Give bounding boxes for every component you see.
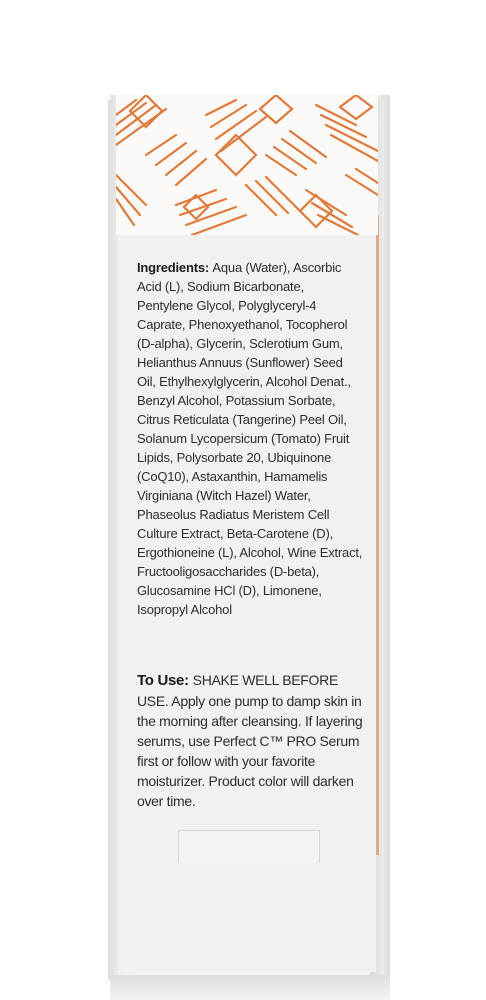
usage-section: [137, 670, 367, 811]
box-right-stripe: [376, 215, 379, 855]
ingredients-label: Ingredients:: [137, 260, 213, 275]
ingredients-text: Aqua (Water), Ascorbic Acid (L), Sodium Bicarbonate, Pentylene Glycol, Polyglyceryl-4 Caprate, Phenoxyethanol, Tocopherol (D-alpha), Glycerin, Sclerotium Gum, Helianthus Annuus (Sunflower) Seed Oil, Ethylhexylglycerin, Alcohol Denat., Benzyl Alcohol, Potassium Sorbate, Citrus Reticulata (Tangerine) Peel Oil, Solanum Lycopersicum (Tomato) Fruit Lipids, Polysorbate 20, Ubiquinone (CoQ10), Astaxanthin, Hamamelis Virginiana (Witch Hazel) Water, Phaseolus Radiatus Meristem Cell Culture Extract, Beta-Carotene (D), Ergothioneine (L), Alcohol, Wine Extract, Fructooligosaccharides (D-beta), Glucosamine HCl (D), Limonene, Isopropyl Alcohol: [137, 260, 363, 617]
orange-line-pattern: [116, 95, 378, 235]
ingredients-section: [137, 258, 363, 619]
use-text: SHAKE WELL BEFORE USE. Apply one pump to damp skin in the morning after cleansing. If layering serums, use Perfect C™ PRO Serum first or follow with your favorite moisturizer. Product color will darken over time.: [137, 672, 363, 809]
pattern-graphic: [116, 95, 378, 235]
box-tab-flap: [178, 830, 320, 863]
box-bottom: [110, 975, 390, 1000]
use-label: To Use:: [137, 672, 193, 689]
